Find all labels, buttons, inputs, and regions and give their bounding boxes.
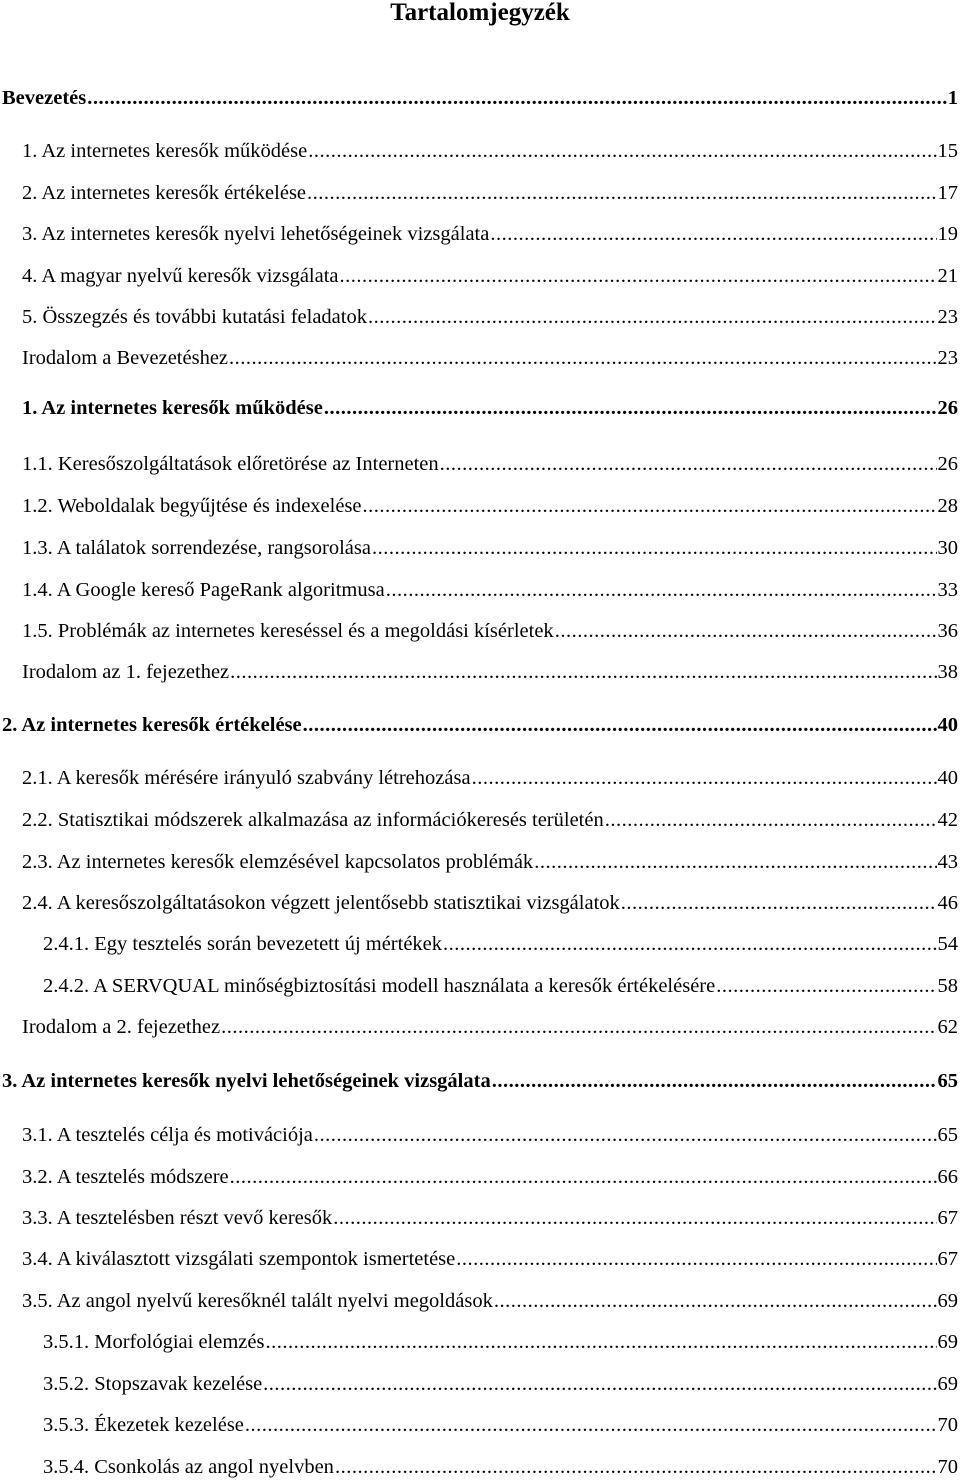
toc-leader-dots: [333, 1206, 936, 1230]
toc-entry[interactable]: [0, 86, 960, 110]
toc-entry[interactable]: [0, 264, 960, 288]
toc-leader-dots: [340, 264, 937, 288]
toc-entry-label: 3.2. A tesztelés módszere: [22, 1166, 229, 1188]
toc-entry-page: 40: [937, 767, 958, 789]
toc-entry-label: Irodalom a 2. fejezethez: [22, 1016, 221, 1038]
toc-entry[interactable]: [0, 850, 960, 874]
toc-leader-dots: [494, 1289, 937, 1313]
toc-entry-page: 42: [937, 809, 958, 831]
toc-entry[interactable]: [0, 974, 960, 998]
toc-entry-label: 3.1. A tesztelés célja és motivációja: [22, 1124, 313, 1146]
toc-entry-page: 30: [937, 537, 958, 559]
toc-entry[interactable]: [0, 139, 960, 163]
toc-entry[interactable]: [0, 1123, 960, 1147]
toc-entry-page: 38: [937, 661, 958, 683]
toc-leader-dots: [263, 1372, 936, 1396]
toc-leader-dots: [621, 891, 937, 915]
toc-leader-dots: [265, 1330, 936, 1354]
toc-entry[interactable]: [0, 1165, 960, 1189]
toc-entry-page: 28: [937, 495, 958, 517]
toc-entry[interactable]: [0, 619, 960, 643]
toc-entry[interactable]: [0, 1413, 960, 1437]
toc-entry-label: 1.3. A találatok sorrendezése, rangsorolása: [22, 537, 371, 559]
toc-entry-page: 69: [937, 1373, 958, 1395]
toc-entry-page: 54: [937, 933, 958, 955]
toc-entry[interactable]: [0, 660, 960, 684]
toc-leader-dots: [308, 139, 936, 163]
toc-leader-dots: [230, 1165, 937, 1189]
toc-leader-dots: [307, 181, 936, 205]
toc-leader-dots: [87, 86, 947, 110]
toc-leader-dots: [555, 619, 937, 643]
toc-entry-page: 62: [937, 1016, 958, 1038]
toc-entry-page: 26: [937, 397, 958, 419]
toc-entry[interactable]: [0, 1069, 960, 1093]
toc-entry[interactable]: [0, 305, 960, 329]
toc-entry-label: 2.4.1. Egy tesztelés során bevezetett új mértékek: [43, 933, 443, 955]
toc-entry-label: 3.5.4. Csonkolás az angol nyelvben: [43, 1456, 334, 1478]
toc-entry-label: 3.5. Az angol nyelvű keresőknél talált nyelvi megoldások: [22, 1290, 493, 1312]
toc-entry-label: 1. Az internetes keresők működése: [22, 397, 323, 419]
toc-leader-dots: [443, 932, 936, 956]
toc-entry-page: 66: [937, 1166, 958, 1188]
toc-entry-page: 17: [937, 182, 958, 204]
toc-entry[interactable]: [0, 1206, 960, 1230]
toc-leader-dots: [363, 494, 937, 518]
toc-entry-label: 3.3. A tesztelésben részt vevő keresők: [22, 1207, 333, 1229]
toc-entry-label: 3.5.3. Ékezetek kezelése: [43, 1414, 244, 1436]
toc-entry[interactable]: [0, 396, 960, 420]
toc-entry[interactable]: [0, 578, 960, 602]
toc-entry-page: 70: [937, 1414, 958, 1436]
toc-leader-dots: [335, 1455, 937, 1479]
toc-entry-page: 67: [937, 1207, 958, 1229]
toc-entry-label: 3.5.1. Morfológiai elemzés: [43, 1331, 265, 1353]
toc-entry-page: 43: [937, 851, 958, 873]
toc-leader-dots: [490, 222, 936, 246]
toc-entry-label: 3. Az internetes keresők nyelvi lehetőségeinek vizsgálata: [22, 223, 490, 245]
toc-entry[interactable]: [0, 808, 960, 832]
toc-entry-page: 15: [937, 140, 958, 162]
toc-entry-label: 1.4. A Google kereső PageRank algoritmusa: [22, 579, 385, 601]
toc-entry-label: 2.4.2. A SERVQUAL minőségbiztosítási modell használata a keresők értékelésére: [43, 975, 716, 997]
toc-entry[interactable]: [0, 1015, 960, 1039]
toc-entry[interactable]: [0, 494, 960, 518]
toc-entry-label: Irodalom az 1. fejezethez: [22, 661, 230, 683]
toc-entry[interactable]: [0, 222, 960, 246]
toc-leader-dots: [245, 1413, 937, 1437]
toc-entry-page: 40: [937, 714, 958, 736]
toc-leader-dots: [368, 305, 937, 329]
toc-entry-label: 2.4. A keresőszolgáltatásokon végzett jelentősebb statisztikai vizsgálatok: [22, 892, 620, 914]
toc-entry-page: 70: [937, 1456, 958, 1478]
toc-entry-page: 69: [937, 1290, 958, 1312]
toc-entry[interactable]: [0, 346, 960, 370]
toc-leader-dots: [472, 766, 937, 790]
toc-leader-dots: [372, 536, 937, 560]
toc-entry[interactable]: [0, 766, 960, 790]
toc-entry-label: 2.1. A keresők mérésére irányuló szabvány létrehozása: [22, 767, 471, 789]
toc-entry-label: 1. Az internetes keresők működése: [22, 140, 308, 162]
toc-entry[interactable]: [0, 1372, 960, 1396]
toc-entry[interactable]: [0, 713, 960, 737]
toc-leader-dots: [303, 713, 937, 737]
toc-entry-label: 2. Az internetes keresők értékelése: [2, 714, 302, 736]
toc-entry-page: 23: [937, 347, 958, 369]
toc-entry-label: 1.1. Keresőszolgáltatások előretörése az Interneten: [22, 453, 439, 475]
toc-entry-label: 1.5. Problémák az internetes kereséssel és a megoldási kísérletek: [22, 620, 554, 642]
toc-entry-page: 19: [937, 223, 958, 245]
toc-leader-dots: [221, 1015, 936, 1039]
toc-leader-dots: [324, 396, 937, 420]
toc-entry-label: 2. Az internetes keresők értékelése: [22, 182, 307, 204]
toc-leader-dots: [456, 1247, 936, 1271]
toc-entry-label: 3.4. A kiválasztott vizsgálati szempontok ismertetése: [22, 1248, 456, 1270]
toc-entry[interactable]: [0, 1247, 960, 1271]
toc-entry[interactable]: [0, 1330, 960, 1354]
toc-leader-dots: [386, 578, 937, 602]
toc-entry-label: Irodalom a Bevezetéshez: [22, 347, 229, 369]
toc-leader-dots: [440, 452, 937, 476]
toc-leader-dots: [534, 850, 936, 874]
toc-entry-page: 33: [937, 579, 958, 601]
toc-entry-label: 2.2. Statisztikai módszerek alkalmazása az információkeresés területén: [22, 809, 604, 831]
toc-entry-page: 69: [937, 1331, 958, 1353]
toc-entry-label: 2.3. Az internetes keresők elemzésével kapcsolatos problémák: [22, 851, 534, 873]
toc-entry-page: 21: [937, 265, 958, 287]
toc-entry-page: 58: [937, 975, 958, 997]
toc-leader-dots: [230, 660, 936, 684]
toc-entry[interactable]: [0, 181, 960, 205]
toc-entry[interactable]: [0, 1455, 960, 1479]
toc-entry-page: 23: [937, 306, 958, 328]
toc-entry-page: 67: [937, 1248, 958, 1270]
toc-entry-page: 65: [937, 1124, 958, 1146]
toc-leader-dots: [492, 1069, 937, 1093]
toc-leader-dots: [716, 974, 936, 998]
toc-leader-dots: [605, 808, 937, 832]
toc-entry-page: 1: [947, 87, 958, 109]
toc-entry-label: Bevezetés: [2, 87, 87, 109]
toc-entry[interactable]: [0, 891, 960, 915]
toc-entry-label: 3.5.2. Stopszavak kezelése: [43, 1373, 263, 1395]
toc-entry-page: 46: [937, 892, 958, 914]
toc-entry-label: 4. A magyar nyelvű keresők vizsgálata: [22, 265, 339, 287]
toc-entry-page: 65: [937, 1070, 958, 1092]
toc-entry[interactable]: [0, 932, 960, 956]
toc-entry-page: 36: [937, 620, 958, 642]
toc-leader-dots: [229, 346, 936, 370]
toc-entry-label: 5. Összegzés és további kutatási feladatok: [22, 306, 367, 328]
toc-entry[interactable]: [0, 1289, 960, 1313]
toc-leader-dots: [314, 1123, 937, 1147]
toc-entry-label: 3. Az internetes keresők nyelvi lehetőségeinek vizsgálata: [2, 1070, 491, 1092]
toc-entry[interactable]: [0, 536, 960, 560]
toc-entry-label: 1.2. Weboldalak begyűjtése és indexelése: [22, 495, 362, 517]
toc-entry-page: 26: [937, 453, 958, 475]
page-title: Tartalomjegyzék: [390, 0, 570, 26]
toc-entry[interactable]: [0, 452, 960, 476]
